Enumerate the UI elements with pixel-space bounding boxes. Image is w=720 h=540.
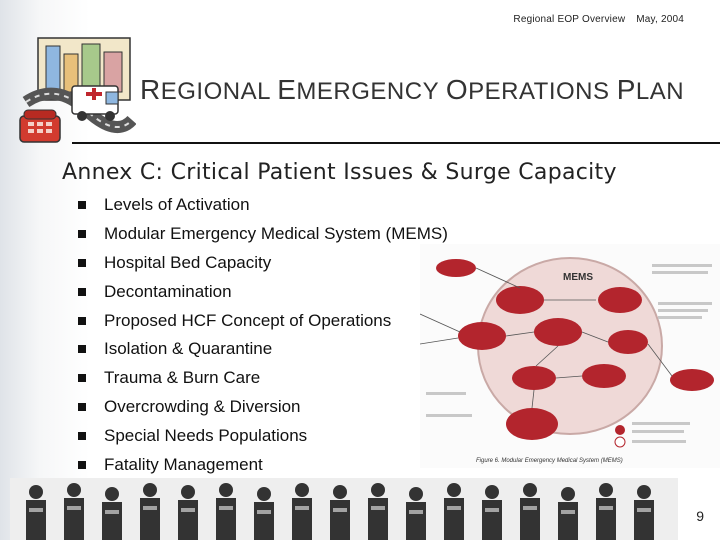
list-item-text: Hospital Bed Capacity — [104, 252, 272, 272]
diagram-node — [506, 408, 558, 440]
square-bullet-icon — [78, 374, 86, 382]
title-part: MERGENCY — [296, 78, 446, 105]
square-bullet-icon — [78, 288, 86, 296]
topic-list — [78, 191, 448, 479]
list-item-text: Fatality Management — [104, 454, 263, 474]
list-item-text: Modular Emergency Medical System (MEMS) — [104, 224, 448, 244]
list-item — [78, 393, 448, 422]
diagram-node — [436, 259, 476, 277]
legend-marker-icon — [615, 425, 625, 435]
square-bullet-icon — [78, 317, 86, 325]
mems-diagram — [420, 244, 720, 468]
diagram-node — [582, 364, 626, 388]
emergency-clipart-icon — [16, 32, 136, 150]
header-title: Regional EOP Overview — [513, 14, 626, 25]
list-item-text: Overcrowding & Diversion — [104, 396, 301, 416]
list-item — [78, 306, 448, 335]
slide-title — [140, 74, 700, 106]
title-part: P — [616, 74, 636, 105]
title-part: R — [140, 74, 161, 105]
list-item — [78, 364, 448, 393]
diagram-node — [458, 322, 506, 350]
diagram-node — [598, 287, 642, 313]
header-note — [505, 14, 684, 25]
diagram-node — [670, 369, 714, 391]
list-item — [78, 450, 448, 479]
list-item-text: Trauma & Burn Care — [104, 368, 261, 388]
square-bullet-icon — [78, 345, 86, 353]
diagram-node — [496, 286, 544, 314]
list-item-text: Special Needs Populations — [104, 425, 308, 445]
title-part: PERATIONS — [468, 78, 617, 105]
list-item — [78, 191, 448, 220]
square-bullet-icon — [78, 230, 86, 238]
list-item-text: Isolation & Quarantine — [104, 339, 273, 359]
diagram-node — [512, 366, 556, 390]
list-item — [78, 421, 448, 450]
title-part: EGIONAL — [160, 78, 278, 105]
square-bullet-icon — [78, 259, 86, 267]
list-item — [78, 220, 448, 249]
slide-subtitle: Annex C: Critical Patient Issues & Surge Capacity — [62, 160, 617, 185]
diagram-node — [534, 318, 582, 346]
list-item-text: Levels of Activation — [104, 195, 250, 215]
square-bullet-icon — [78, 432, 86, 440]
square-bullet-icon — [78, 461, 86, 469]
header-date: May, 2004 — [636, 14, 684, 25]
title-part: LAN — [635, 78, 685, 105]
square-bullet-icon — [78, 201, 86, 209]
square-bullet-icon — [78, 403, 86, 411]
diagram-caption: Figure 6. Modular Emergency Medical System (MEMS) — [476, 458, 623, 464]
title-part: E — [277, 74, 297, 105]
list-item-text: Decontamination — [104, 281, 232, 301]
list-item — [78, 249, 448, 278]
title-part: O — [445, 74, 469, 105]
list-item-text: Proposed HCF Concept of Operations — [104, 310, 392, 330]
page-number: 9 — [696, 508, 704, 524]
list-item — [78, 335, 448, 364]
people-figures-strip-icon — [10, 478, 678, 540]
diagram-node — [608, 330, 648, 354]
title-divider — [72, 142, 720, 144]
list-item — [78, 277, 448, 306]
legend-marker-icon — [615, 437, 625, 447]
mems-label: MEMS — [563, 272, 593, 283]
